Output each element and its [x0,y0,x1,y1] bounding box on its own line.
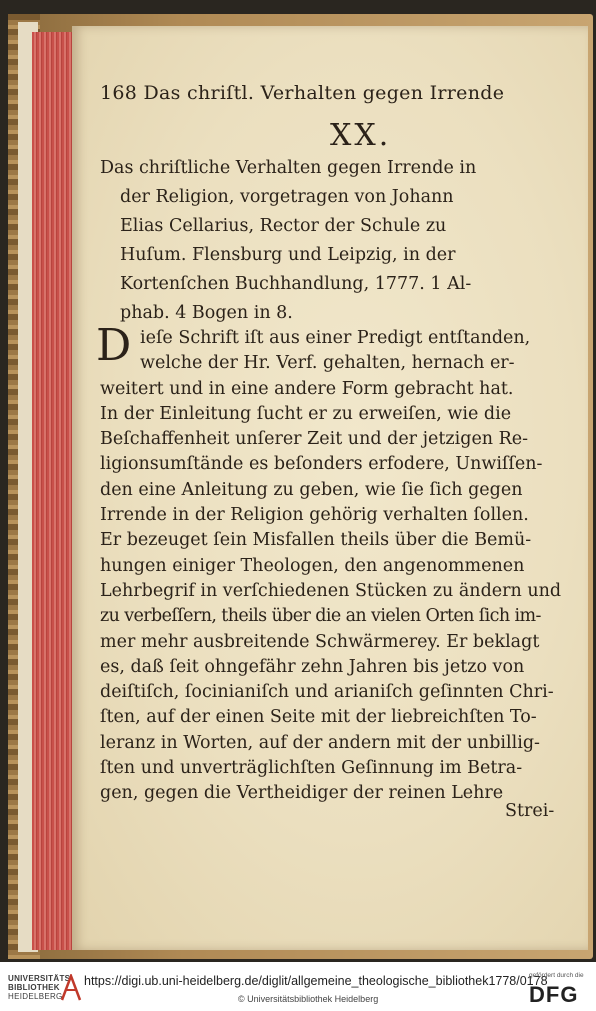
red-page-edge [32,32,73,950]
body-line: deiſtiſch, ſocinianiſch und arianiſch geſinnten Chri- [100,682,554,703]
copyright-notice: © Universitätsbibliothek Heidelberg [238,994,379,1004]
title-line: Kortenſchen Buchhandlung, 1777. 1 Al- [120,274,472,294]
library-logo-icon [60,974,82,1002]
title-line: der Religion, vorgetragen von Johann [120,187,454,207]
entry-title [100,158,556,332]
body-line: mer mehr ausbreitende Schwärmerey. Er beklagt [100,631,540,652]
title-line: phab. 4 Bogen in 8. [120,303,293,323]
body-line: In der Einleitung ſucht er zu erweiſen, wie die [100,403,512,424]
body-line: ieſe Schrift iſt aus einer Predigt entſtanden, [140,328,531,348]
library-name-line: BIBLIOTHEK [8,983,60,992]
body-line: leranz in Worten, auf der andern mit der unbillig- [100,732,540,753]
body-line: gen, gegen die Vertheidiger der reinen Lehre [100,783,504,804]
drop-cap: D [96,320,132,371]
catchword: Strei- [505,801,555,821]
body-line: ligionsumſtände es beſonders erfodere, Unwiſſen- [100,454,543,475]
body-line: ſten, auf der einen Seite mit der liebreichſten To- [100,707,537,728]
body-line: Irrende in der Religion gehörig verhalten ſollen. [100,505,529,526]
body-line: zu verbeſſern, theils über die an vielen Orten ſich im- [100,606,541,627]
section-number: XX. [330,118,392,153]
dfg-logo: DFG [529,982,579,1007]
title-line: Elias Cellarius, Rector der Schule zu [120,216,447,236]
library-name-line: HEIDELBERG [8,992,63,1001]
body-line: Beſchaffenheit unſerer Zeit und der jetzigen Re- [100,429,529,450]
funder-note: gefördert durch die [529,972,584,979]
body-text [100,328,562,809]
body-line: Er bezeuget ſein Misfallen theils über die Bemü- [100,530,532,551]
body-line: Lehrbegrif in verſchiedenen Stücken zu ändern und [100,580,562,601]
library-name-line: UNIVERSITÄTS- [8,974,74,983]
body-line: den eine Anleitung zu geben, wie ſie ſich gegen [100,479,523,500]
body-line: welche der Hr. Verf. gehalten, hernach er- [140,353,515,374]
permalink[interactable]: https://digi.ub.uni-heidelberg.de/diglit/allgemeine_theologische_bibliothek1778/0178 [84,974,548,988]
body-line: weitert und in eine andere Form gebracht hat. [100,378,514,399]
title-line: Das chriſtliche Verhalten gegen Irrende in [100,158,477,178]
body-line: hungen einiger Theologen, den angenommenen [100,555,525,576]
running-header: 168 Das chriſtl. Verhalten gegen Irrende [100,82,505,104]
body-line: es, daß ſeit ohngefähr zehn Jahren bis jetzo von [100,656,525,677]
body-line: ſten und unverträglichſten Geſinnung im Betra- [100,758,523,779]
title-line: Huſum. Flensburg und Leipzig, in der [120,245,456,265]
